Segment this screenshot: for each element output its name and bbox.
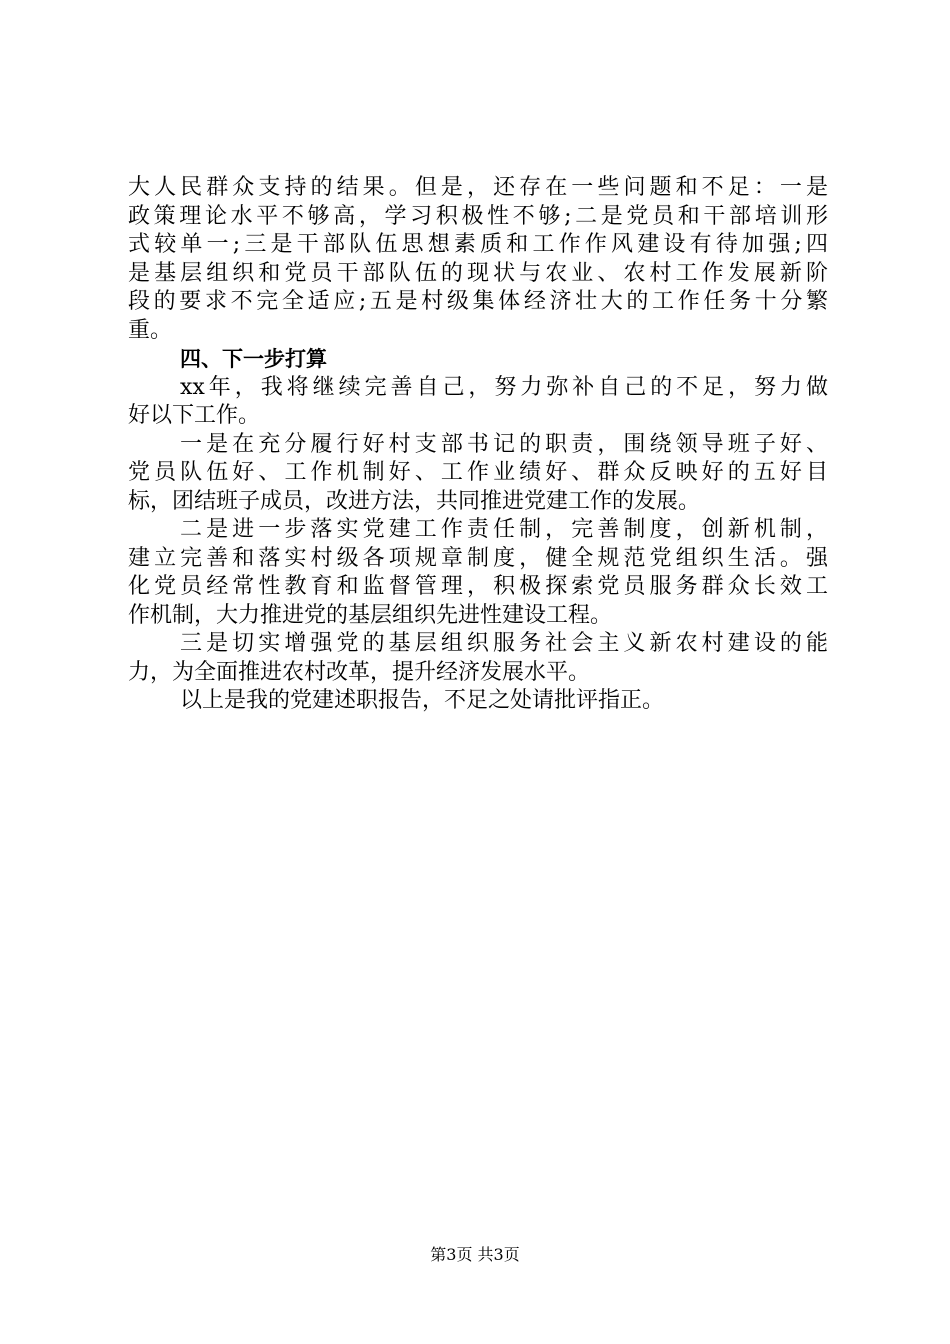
paragraph-line: 建立完善和落实村级各项规章制度，健全规范党组织生活。强 xyxy=(128,545,828,571)
page-footer xyxy=(0,1242,950,1265)
paragraph-line: 力，为全面推进农村改革，提升经济发展水平。 xyxy=(128,659,591,685)
section-heading: 四、下一步打算 xyxy=(180,347,327,371)
paragraph-line: 化党员经常性教育和监督管理，积极探索党员服务群众长效工 xyxy=(128,574,828,599)
paragraph-line: 大人民群众支持的结果。但是，还存在一些问题和不足：一是 xyxy=(128,175,828,200)
paragraph-line: 好以下工作。 xyxy=(128,403,261,428)
paragraph-line: 以上是我的党建述职报告，不足之处请批评指正。 xyxy=(180,688,665,713)
paragraph-line: 是基层组织和党员干部队伍的现状与农业、农村工作发展新阶 xyxy=(128,260,828,286)
paragraph-line: 三是切实增强党的基层组织服务社会主义新农村建设的能 xyxy=(180,631,828,656)
document-body xyxy=(128,174,828,716)
paragraph-line: 式较单一;三是干部队伍思想素质和工作作风建设有待加强;四 xyxy=(128,232,828,257)
paragraph-line: 段的要求不完全适应;五是村级集体经济壮大的工作任务十分繁 xyxy=(128,289,828,314)
paragraph-line: 标，团结班子成员，改进方法，共同推进党建工作的发展。 xyxy=(128,488,701,514)
paragraph-line: 作机制，大力推进党的基层组织先进性建设工程。 xyxy=(128,602,613,628)
paragraph-line: 党员队伍好、工作机制好、工作业绩好、群众反映好的五好目 xyxy=(128,460,828,485)
page-number-label: 第3页 共3页 xyxy=(430,1245,520,1264)
paragraph-line: 政策理论水平不够高，学习积极性不够;二是党员和干部培训形 xyxy=(128,203,828,229)
paragraph-line: 一是在充分履行好村支部书记的职责，围绕领导班子好、 xyxy=(180,431,828,457)
paragraph-line: xx年，我将继续完善自己，努力弥补自己的不足，努力做 xyxy=(180,374,828,400)
paragraph-line: 重。 xyxy=(128,317,173,343)
paragraph-line: 二是进一步落实党建工作责任制，完善制度，创新机制， xyxy=(180,517,828,542)
